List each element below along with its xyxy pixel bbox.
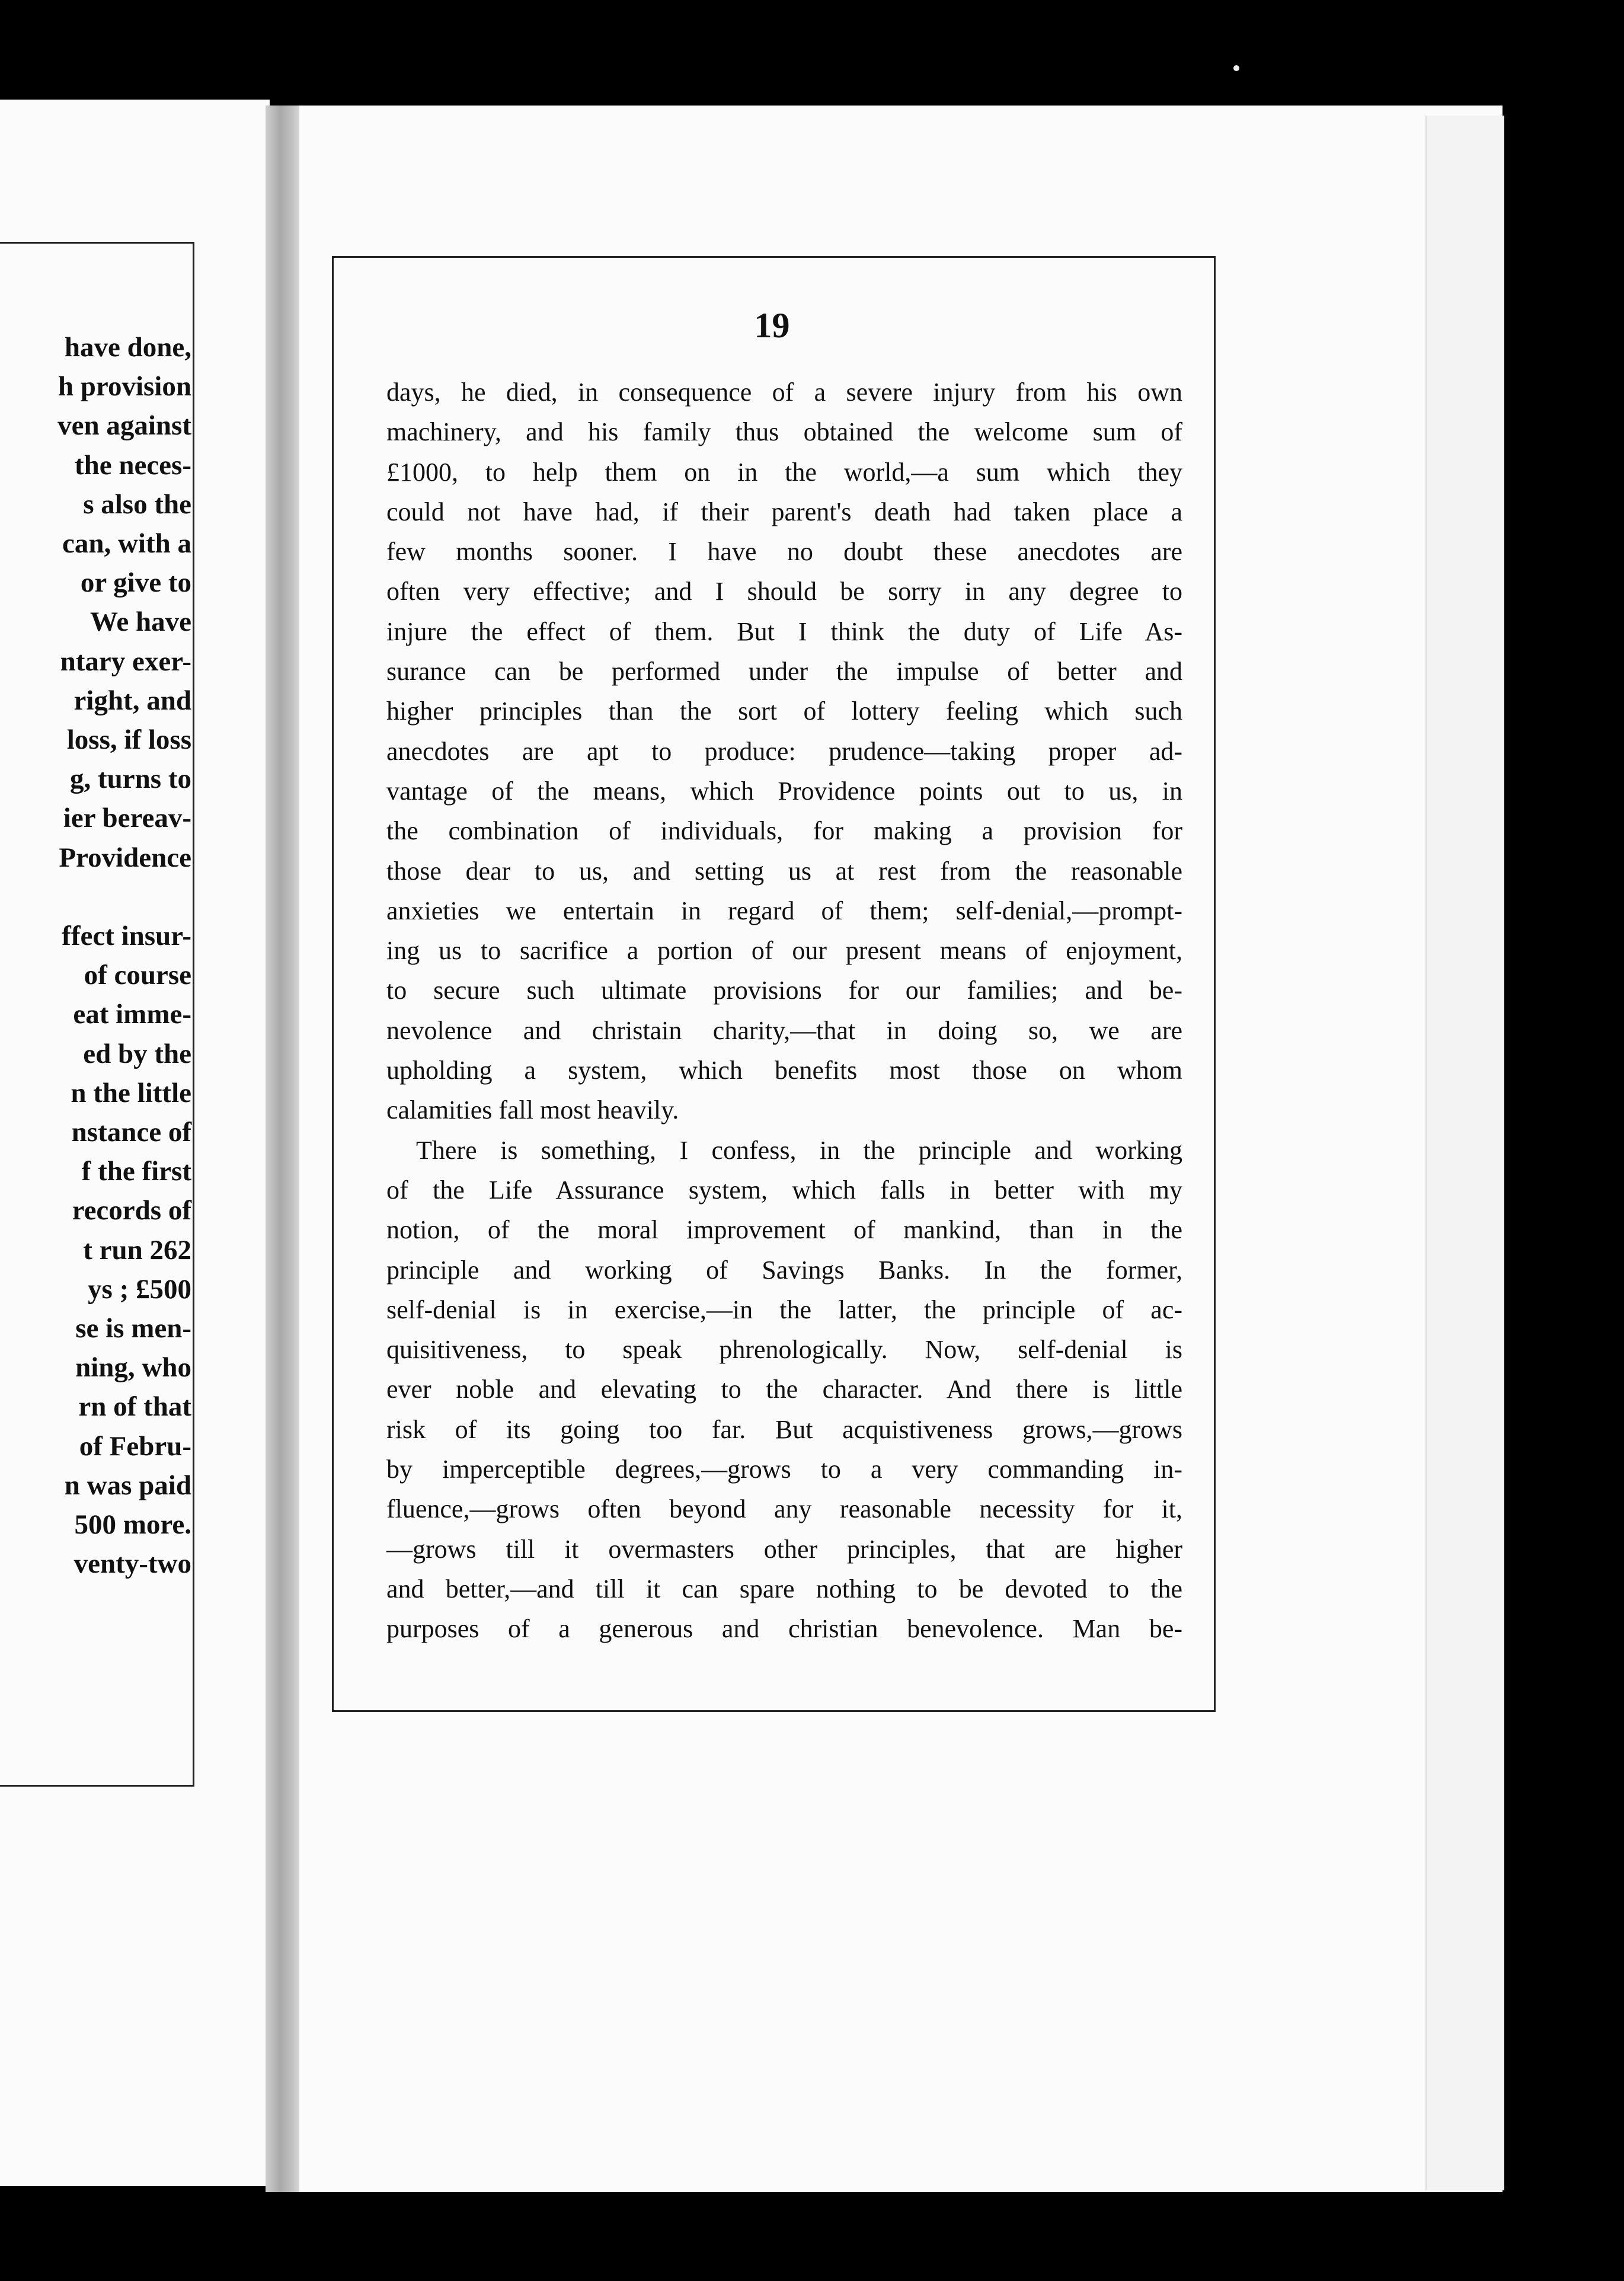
body-line: injure the effect of them. But I think the duty of Life As- bbox=[386, 616, 1182, 646]
left-text-line: rn of that bbox=[78, 1391, 191, 1423]
body-line: —grows till it overmasters other principles, that are higher bbox=[386, 1534, 1182, 1564]
body-line: those dear to us, and setting us at rest from the reasonable bbox=[386, 856, 1182, 886]
left-text-line: f the first bbox=[81, 1156, 191, 1187]
body-line: ever noble and elevating to the character. And there is little bbox=[386, 1375, 1182, 1404]
body-line: by imperceptible degrees,—grows to a very commanding in- bbox=[386, 1455, 1182, 1484]
left-text-line: We have bbox=[89, 606, 191, 638]
body-line: machinery, and his family thus obtained the welcome sum of bbox=[386, 417, 1182, 447]
left-text-line: ntary exer- bbox=[60, 646, 191, 677]
left-text-line: can, with a bbox=[62, 528, 191, 560]
left-text-line: eat imme- bbox=[73, 999, 191, 1030]
body-line: risk of its going too far. But acquistiveness grows,—grows bbox=[386, 1414, 1182, 1444]
left-text-line: s also the bbox=[83, 488, 191, 520]
body-line: upholding a system, which benefits most those on whom bbox=[386, 1056, 1182, 1085]
speck bbox=[1233, 65, 1239, 71]
left-text-line: right, and bbox=[73, 685, 191, 716]
left-text-line: n was paid bbox=[64, 1469, 191, 1501]
body-line: the combination of individuals, for making a provision for bbox=[386, 816, 1182, 846]
left-text-line: n the little bbox=[71, 1077, 191, 1108]
left-text-line: ffect insur- bbox=[62, 921, 191, 952]
body-line: notion, of the moral improvement of mankind, than in the bbox=[386, 1215, 1182, 1245]
body-line: anecdotes are apt to produce: prudence—taking proper ad- bbox=[386, 736, 1182, 766]
page-number: 19 bbox=[754, 306, 790, 345]
body-line: fluence,—grows often beyond any reasonable necessity for it, bbox=[386, 1494, 1182, 1524]
body-line: and better,—and till it can spare nothing to be devoted to the bbox=[386, 1574, 1182, 1603]
left-text-line: se is men- bbox=[75, 1313, 191, 1344]
left-text-line: g, turns to bbox=[70, 763, 191, 795]
body-line: often very effective; and I should be sorry in any degree to bbox=[386, 577, 1182, 606]
left-text-line: t run 262 bbox=[83, 1234, 191, 1266]
body-line: days, he died, in consequence of a severe injury from his own bbox=[386, 378, 1182, 407]
body-line: to secure such ultimate provisions for our families; and be- bbox=[386, 976, 1182, 1005]
body-line: purposes of a generous and christian benevolence. Man be- bbox=[386, 1614, 1182, 1644]
body-line: principle and working of Savings Banks. In the former, bbox=[386, 1255, 1182, 1285]
body-line: nevolence and christain charity,—that in doing so, we are bbox=[386, 1015, 1182, 1045]
left-text-line: nstance of bbox=[71, 1117, 191, 1148]
body-line: higher principles than the sort of lottery feeling which such bbox=[386, 697, 1182, 726]
left-text-line: loss, if loss bbox=[66, 724, 191, 756]
body-line: calamities fall most heavily. bbox=[386, 1095, 679, 1125]
body-line: quisitiveness, to speak phrenologically. Now, self-denial is bbox=[386, 1335, 1182, 1365]
left-text-line: 500 more. bbox=[74, 1509, 191, 1541]
left-text-line: have done, bbox=[64, 332, 191, 363]
body-line: could not have had, if their parent's death had taken place a bbox=[386, 497, 1182, 526]
left-text-line: h provision bbox=[57, 371, 191, 402]
body-line: ing us to sacrifice a portion of our present means of enjoyment, bbox=[386, 936, 1182, 966]
left-text-line: of course bbox=[84, 960, 191, 991]
body-line: There is something, I confess, in the principle and working bbox=[416, 1135, 1182, 1165]
left-text-line: ier bereav- bbox=[63, 803, 191, 834]
left-text-line: or give to bbox=[80, 567, 191, 599]
body-line: vantage of the means, which Providence points out to us, in bbox=[386, 776, 1182, 806]
left-text-line: of Febru- bbox=[79, 1430, 191, 1462]
body-text bbox=[386, 372, 1182, 1649]
page-edge-strip bbox=[1425, 116, 1504, 2190]
body-line: self-denial is in exercise,—in the latter, the principle of ac- bbox=[386, 1295, 1182, 1324]
left-text-line: ys ; £500 bbox=[88, 1273, 191, 1305]
left-text-line: the neces- bbox=[74, 449, 191, 481]
left-text-line bbox=[2, 877, 191, 916]
body-line: few months sooner. I have no doubt these anecdotes are bbox=[386, 537, 1182, 567]
left-text-line: Providence bbox=[59, 842, 191, 873]
left-text-line: ven against bbox=[57, 410, 191, 442]
left-page-text bbox=[2, 328, 191, 1584]
left-text-line: records of bbox=[72, 1195, 191, 1226]
body-line: of the Life Assurance system, which falls in better with my bbox=[386, 1175, 1182, 1205]
left-text-line: venty-two bbox=[73, 1548, 191, 1580]
body-line: £1000, to help them on in the world,—a sum which they bbox=[386, 457, 1182, 487]
left-page bbox=[0, 100, 270, 2186]
left-text-line: ning, who bbox=[75, 1352, 191, 1384]
body-line: surance can be performed under the impulse of better and bbox=[386, 657, 1182, 686]
left-text-line: ed by the bbox=[83, 1038, 191, 1069]
body-line: anxieties we entertain in regard of them; self-denial,—prompt- bbox=[386, 896, 1182, 925]
